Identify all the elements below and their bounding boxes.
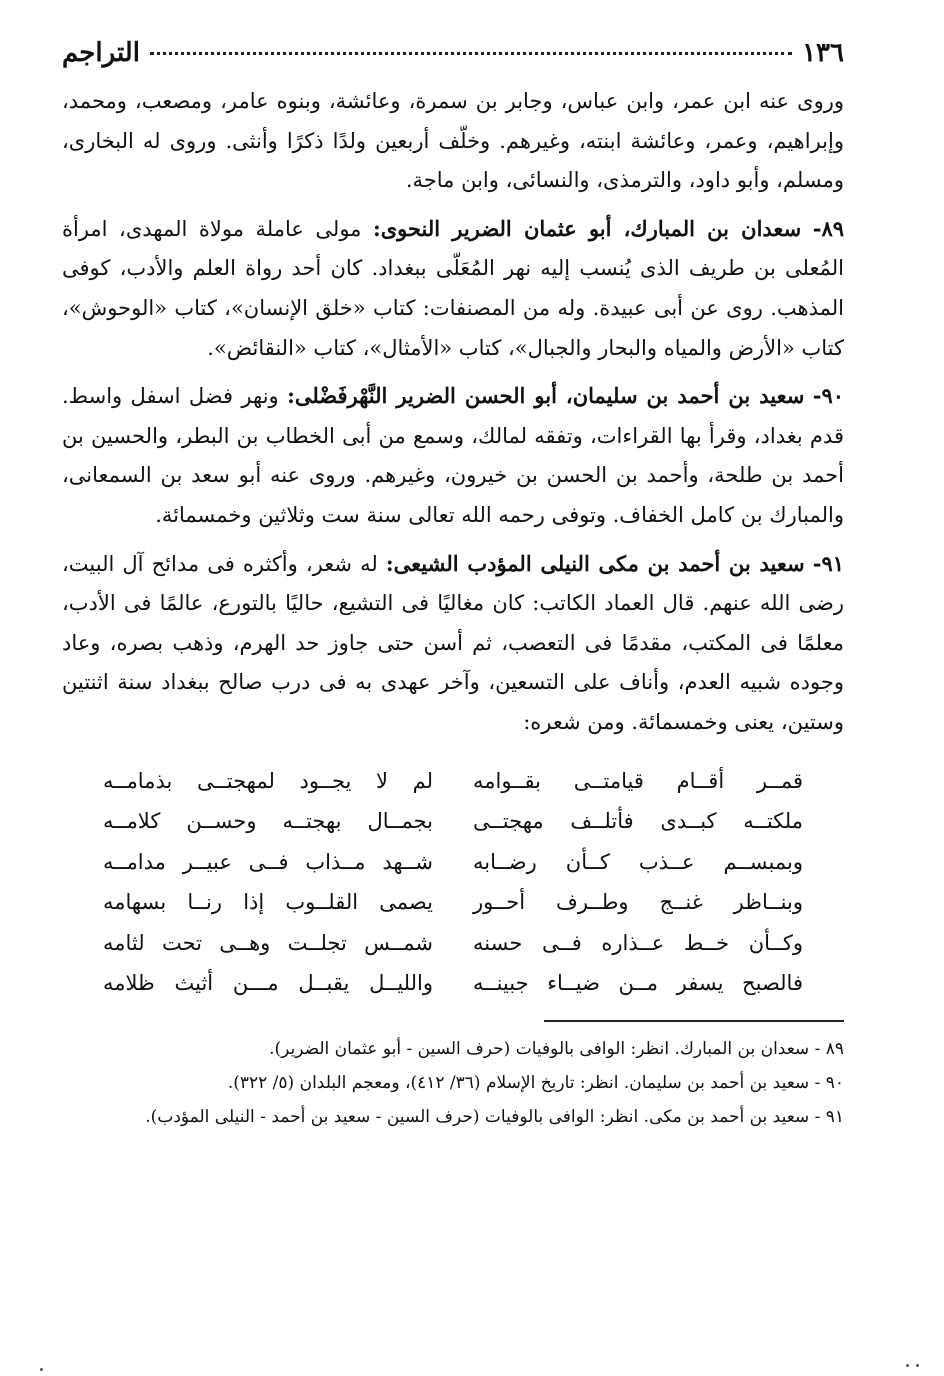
scan-speck (40, 1368, 43, 1371)
header-leader-dots (150, 52, 792, 55)
poem-line-3-first: وبمبســم عــذب كــأن رضــابه (473, 849, 803, 874)
entry-number: ٩٠- (812, 383, 844, 409)
scan-speck (906, 1364, 909, 1367)
footnote-separator (544, 1020, 844, 1022)
intro-paragraph: وروى عنه ابن عمر، وابن عباس، وجابر بن سمرة، وعائشة، وبنوه عامر، ومصعب، ومحمد، وإبراهيم، وعمر، وعائشة ابنته، وغيرهم. وخلّف أربعين ولدًا ذكرًا وأنثى. وروى له البخارى، ومسلم، وأبو داود، والترمذى، والنسائى، وابن ماجة. (62, 89, 844, 193)
entry-name: سعدان بن المبارك، أبو عثمان الضرير النحوى: (372, 215, 802, 241)
entry-90 (62, 376, 844, 535)
entry-number: ٩١- (812, 550, 844, 576)
poem-line-6-first: فالصبح يسفر مــن ضيــاء جبينــه (473, 971, 803, 995)
entry-body: له شعر، وأكثره فى مدائح آل البيت، رضى الله عنهم. قال العماد الكاتب: كان مغاليًا فى التشيع، حاليًا بالتورع، عالمًا فى الأدب، معلمًا فى المكتب، مقدمًا فى التعصب، ثم أسن حتى جاوز حد الهرم، وذهب بصره، وعاد وجوده شبيه العدم، وأناف على التسعين، وآخر عهدى به فى درب صالح ببغداد سنة اثنتين وستين، يعنى وخمسمائة. ومن شعره: (62, 551, 844, 734)
poem-line-1-second: لم لا يجــود لمهجتــى بذمامــه (103, 768, 433, 793)
poem-line-4-first: وبنــاظر غنــج وطــرف أحــور (473, 890, 803, 914)
entry-name: سعيد بن أحمد بن مكى النيلى المؤدب الشيعى: (385, 550, 805, 576)
poem-line-3-second: شــهد مــذاب فــى عبيــر مدامــه (103, 849, 433, 874)
poem-line-1-first: قمــر أقــام قيامتــى بقــوامه (473, 768, 803, 793)
entry-body: مولى عاملة مولاة المهدى، امرأة المُعلى بن طريف الذى يُنسب إليه نهر المُعَلّى ببغداد. كان أحد رواة العلم والأدب، كوفى المذهب. روى عن أبى عبيدة. وله من المصنفات: كتاب «خلق الإنسان»، كتاب «الوحوش»، كتاب «الأرض والمياه والبحار والجبال»، كتاب «الأمثال»، كتاب «النقائض». (62, 216, 844, 360)
poem-line-4-second: يصمى القلــوب إذا رنــا بسهامه (103, 890, 433, 914)
entry-89 (62, 209, 844, 368)
poem-line-5-second: شمــس تجلــت وهــى تحت لثامه (103, 930, 433, 955)
footnote-91: ٩١ - سعيد بن أحمد بن مكى. انظر: الوافى بالوفيات (حرف السين - سعيد بن أحمد - النيلى المؤدب). (145, 1106, 844, 1127)
poem (62, 761, 844, 1004)
running-header (62, 38, 844, 82)
entry-body: ونهر فضل اسفل واسط. قدم بغداد، وقرأ بها القراءات، وتفقه لمالك، وسمع من أبى الخطاب بن البطر، والحسين بن أحمد بن طلحة، وأحمد بن الحسن بن خيرون، وغيرهم. وروى عنه أبو سعد بن السمعانى، والمبارك بن كامل الخفاف. وتوفى رحمه الله تعالى سنة ست وثلاثين وخمسمائة. (62, 384, 844, 527)
entry-91 (62, 544, 844, 743)
section-title: التراجم (62, 38, 140, 68)
footnote-90: ٩٠ - سعيد بن أحمد بن سليمان. انظر: تاريخ الإسلام (٣٦/ ٤١٢)، ومعجم البلدان (٥/ ٣٢٢). (227, 1072, 844, 1093)
footnote-89: ٨٩ - سعدان بن المبارك. انظر: الوافى بالوفيات (حرف السين - أبو عثمان الضرير). (269, 1038, 844, 1059)
page-number: ١٣٦ (802, 38, 844, 68)
scan-speck (916, 1364, 919, 1367)
poem-line-5-first: وكــأن خــط عــذاره فــى حسنه (473, 930, 803, 955)
poem-line-2-second: بجمــال بهجتــه وحســن كلامــه (103, 809, 433, 833)
poem-line-6-second: والليــل يقبــل مـــن أثيث ظلامه (103, 971, 433, 995)
entry-number: ٨٩- (812, 215, 844, 241)
poem-line-2-first: ملكتــه كبــدى فأتلــف مهجتــى (473, 809, 803, 833)
entry-name: سعيد بن أحمد بن سليمان، أبو الحسن الضرير النَّهْرفَضْلى: (287, 383, 805, 409)
